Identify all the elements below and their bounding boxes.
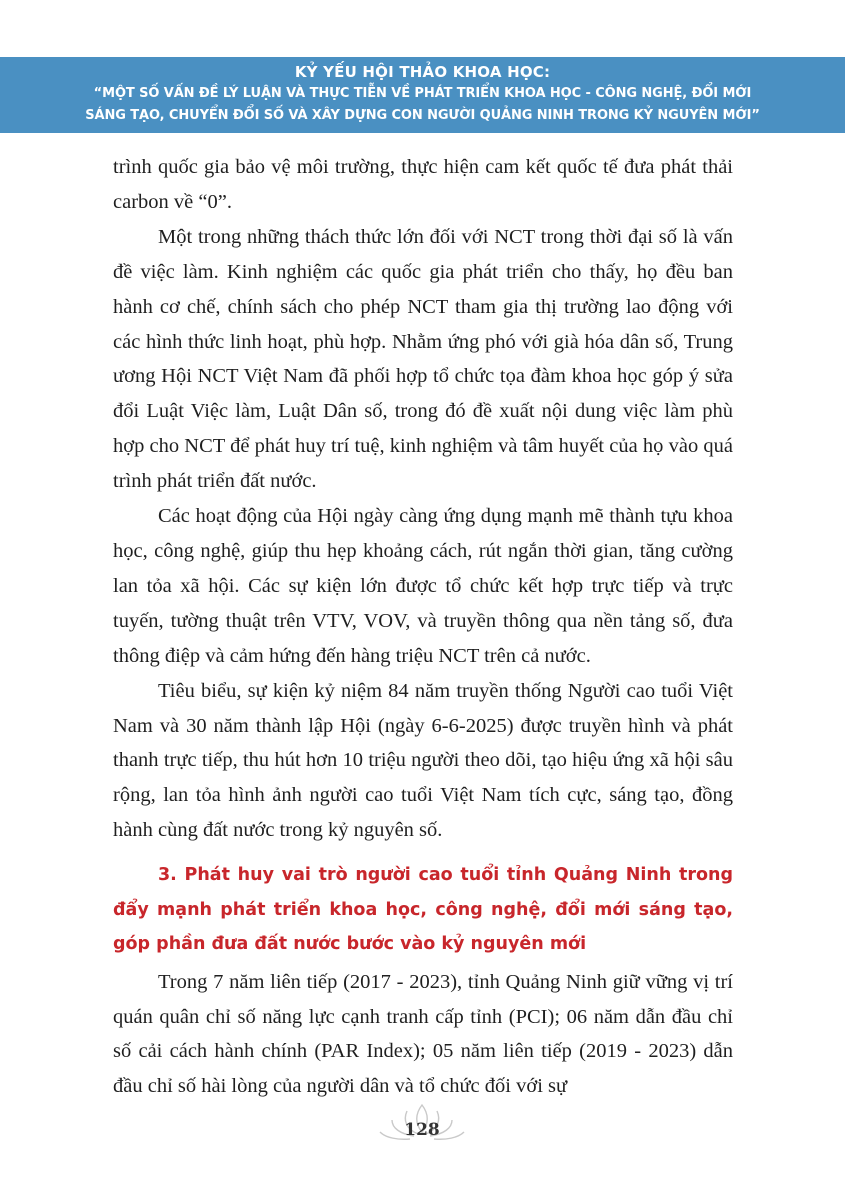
paragraph-anniversary: Tiêu biểu, sự kiện kỷ niệm 84 năm truyền thống Người cao tuổi Việt Nam và 30 năm thành lập Hội (ngày 6-6-2025) được truyền hình và phát thanh trực tiếp, thu hút hơn 10 triệu người theo dõi, tạo hiệu ứng xã hội sâu rộng, lan tỏa hình ảnh người cao tuổi Việt Nam tích cực, sáng tạo, đồng hành cùng đất nước trong kỷ nguyên số. xyxy=(113,679,733,842)
paragraph-employment: Một trong những thách thức lớn đối với NCT trong thời đại số là vấn đề việc làm. Kinh nghiệm các quốc gia phát triển cho thấy, họ đều ban hành cơ chế, chính sách cho phép NCT tham gia thị trường lao động với các hình thức linh hoạt, phù hợp. Nhằm ứng phó với già hóa dân số, Trung ương Hội NCT Việt Nam đã phối hợp tổ chức tọa đàm khoa học góp ý sửa đổi Luật Việc làm, Luật Dân số, trong đó đề xuất nội dung việc làm phù hợp cho NCT để phát huy trí tuệ, kinh nghiệm và tâm huyết của họ vào quá trình phát triển đất nước. xyxy=(113,225,733,493)
header-title: KỶ YẾU HỘI THẢO KHOA HỌC: xyxy=(294,63,551,81)
header-subtitle-line2: SÁNG TẠO, CHUYỂN ĐỔI SỐ VÀ XÂY DỰNG CON NGƯỜI QUẢNG NINH TRONG KỶ NGUYÊN MỚI” xyxy=(85,108,760,123)
paragraph-quang-ninh: Trong 7 năm liên tiếp (2017 - 2023), tỉnh Quảng Ninh giữ vững vị trí quán quân chỉ số năng lực cạnh tranh cấp tỉnh (PCI); 06 năm dẫn đầu chỉ số cải cách hành chính (PAR Index); 05 năm liên tiếp (2019 - 2023) dẫn đầu chỉ số hài lòng của người dân và tổ chức đối với sự xyxy=(113,970,733,1098)
page-body xyxy=(113,150,733,1104)
section-heading: 3. Phát huy vai trò người cao tuổi tỉnh Quảng Ninh trong đẩy mạnh phát triển khoa học, công nghệ, đổi mới sáng tạo, góp phần đưa đất nước bước vào kỷ nguyên mới xyxy=(113,865,733,955)
paragraph-continued: trình quốc gia bảo vệ môi trường, thực hiện cam kết quốc tế đưa phát thải carbon về “0”. xyxy=(113,156,733,213)
header-subtitle-line1: “MỘT SỐ VẤN ĐỀ LÝ LUẬN VÀ THỰC TIỄN VỀ PHÁT TRIỂN KHOA HỌC - CÔNG NGHỆ, ĐỔI MỚI xyxy=(93,86,752,101)
header-banner xyxy=(0,57,845,133)
paragraph-activities: Các hoạt động của Hội ngày càng ứng dụng mạnh mẽ thành tựu khoa học, công nghệ, giúp thu hẹp khoảng cách, rút ngắn thời gian, tăng cường lan tỏa xã hội. Các sự kiện lớn được tổ chức kết hợp trực tiếp và trực tuyến, tường thuật trên VTV, VOV, và truyền thông qua nền tảng số, đưa thông điệp và cảm hứng đến hàng triệu NCT trên cả nước. xyxy=(113,505,733,667)
page-number: 128 xyxy=(404,1120,440,1140)
page-number-ornament xyxy=(372,1102,472,1152)
